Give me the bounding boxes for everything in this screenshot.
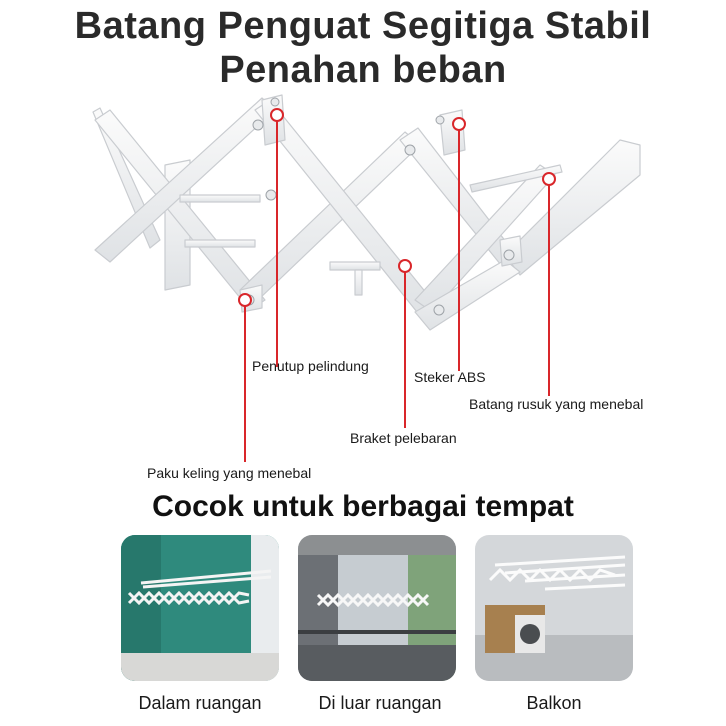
place-label-outdoor: Di luar ruangan <box>318 693 442 713</box>
main-title-line1: Batang Penguat Segitiga Stabil <box>74 5 652 47</box>
place-label-balcony: Balkon <box>526 693 582 713</box>
place-label-indoor: Dalam ruangan <box>138 693 262 713</box>
callout-thick-rivet: Paku keling yang menebal <box>147 465 312 481</box>
callout-extension-bracket: Braket pelebaran <box>350 430 457 446</box>
section-title: Cocok untuk berbagai tempat <box>152 490 574 523</box>
callout-thick-rib: Batang rusuk yang menebal <box>469 396 644 412</box>
place-photo-balcony <box>475 535 633 681</box>
place-photo-indoor <box>121 535 279 681</box>
place-photo-outdoor <box>298 535 456 681</box>
callout-protective-cap: Penutup pelindung <box>252 358 369 374</box>
main-title-line2: Penahan beban <box>219 49 507 91</box>
callout-abs-plug: Steker ABS <box>414 369 486 385</box>
